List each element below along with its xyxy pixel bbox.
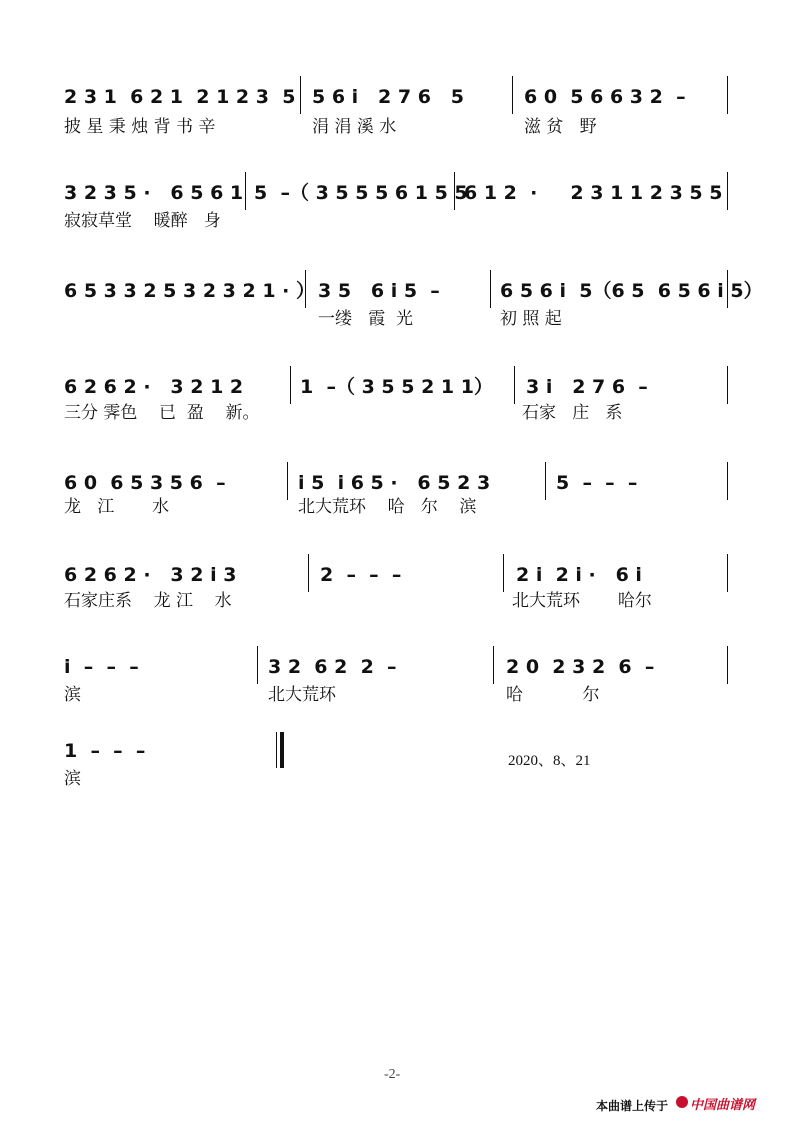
barline: [727, 366, 728, 404]
lyrics-measure-7-1: 滨: [64, 685, 81, 705]
barline: [727, 76, 728, 114]
barline: [287, 462, 288, 500]
notes-measure-5-3: 5 – – –: [556, 472, 638, 494]
notes-measure-7-2: 3 2 6 2 2 –: [268, 656, 397, 678]
notes-measure-3-2: 3 5 6 i 5 –: [318, 280, 440, 302]
score-system-8: [0, 740, 793, 810]
notes-measure-6-2: 2 – – –: [320, 564, 402, 586]
notes-measure-2-2: 5 –（ 3 5 5 5 6 1 5 5: [254, 182, 468, 204]
barline: [290, 366, 291, 404]
site-logo: 中国曲谱网: [690, 1098, 756, 1113]
notes-measure-1-2: 5 6 i 2 7 6 5: [312, 86, 464, 108]
notes-measure-1-1: 2 3 1 6 2 1 2 1 2 3 5: [64, 86, 296, 108]
barline: [727, 270, 728, 308]
barline: [245, 172, 246, 210]
upload-credit: 本曲谱上传于: [596, 1099, 669, 1113]
barline: [300, 76, 301, 114]
notes-measure-5-2: i 5 i 6 5 · 6 5 2 3: [298, 472, 491, 494]
lyrics-measure-7-3: 哈 尔: [506, 685, 600, 705]
score-system-3: [0, 276, 793, 346]
score-system-6: [0, 564, 793, 634]
lyrics-measure-3-3: 初 照 起: [500, 309, 562, 329]
lyrics-measure-4-3: 石家 庄 系: [522, 403, 623, 423]
score-system-5: [0, 468, 793, 538]
barline: [512, 76, 513, 114]
barline: [493, 646, 494, 684]
lyrics-measure-2-1: 寂寂草堂 暖醉 身: [64, 211, 221, 231]
notes-measure-3-3: 6 5 6 i 5（6 5 6 5 6 i 5）: [500, 280, 763, 302]
barline: [490, 270, 491, 308]
barline: [257, 646, 258, 684]
lyrics-measure-6-3: 北大荒环 哈尔: [512, 591, 652, 611]
lyrics-measure-8-1: 滨: [64, 769, 81, 789]
site-logo-icon: [676, 1096, 688, 1108]
score-system-7: [0, 656, 793, 726]
barline: [727, 462, 728, 500]
final-barline-thin: [276, 732, 277, 768]
barline: [514, 366, 515, 404]
barline: [503, 554, 504, 592]
composition-date: 2020、8、21: [508, 753, 591, 769]
notes-measure-5-1: 6 0 6 5 3 5 6 –: [64, 472, 226, 494]
score-system-2: [0, 178, 793, 248]
final-barline-thick: [280, 732, 284, 768]
lyrics-measure-1-1: 披 星 秉 烛 背 书 辛: [64, 117, 216, 137]
score-system-1: [0, 82, 793, 152]
lyrics-measure-4-1: 三分 霁色 已 盈 新。: [64, 403, 260, 423]
barline: [545, 462, 546, 500]
barline: [454, 172, 455, 210]
page-number: -2-: [384, 1067, 401, 1082]
barline: [305, 270, 306, 308]
lyrics-measure-1-2: 涓 涓 溪 水: [312, 117, 397, 137]
notes-measure-7-3: 2 0 2 3 2 6 –: [506, 656, 655, 678]
notes-measure-6-3: 2 i 2 i · 6 i: [516, 564, 642, 586]
notes-measure-1-3: 6 0 5 6 6 3 2 –: [524, 86, 686, 108]
notes-measure-4-1: 6 2 6 2 · 3 2 1 2: [64, 376, 244, 398]
lyrics-measure-3-2: 一缕 霞 光: [318, 309, 414, 329]
notes-measure-8-1: 1 – – –: [64, 740, 146, 762]
lyrics-measure-7-2: 北大荒环: [268, 685, 336, 705]
notes-measure-2-1: 3 2 3 5 · 6 5 6 1: [64, 182, 244, 204]
lyrics-measure-5-1: 龙 江 水: [64, 497, 170, 517]
barline: [727, 646, 728, 684]
lyrics-measure-6-1: 石家庄系 龙 江 水: [64, 591, 232, 611]
barline: [308, 554, 309, 592]
lyrics-measure-1-3: 滋 贫 野: [524, 117, 597, 137]
notes-measure-7-1: i – – –: [64, 656, 139, 678]
barline: [727, 554, 728, 592]
notes-measure-6-1: 6 2 6 2 · 3 2 i 3: [64, 564, 237, 586]
lyrics-measure-5-2: 北大荒环 哈 尔 滨: [298, 497, 477, 517]
notes-measure-4-2: 1 –（ 3 5 5 2 1 1）: [300, 376, 493, 398]
notes-measure-3-1: 6 5 3 3 2 5 3 2 3 2 1 · ）: [64, 280, 316, 302]
score-system-4: [0, 372, 793, 442]
barline: [727, 172, 728, 210]
notes-measure-2-3: 6 1 2 · 2 3 1 1 2 3 5 5: [464, 182, 723, 204]
notes-measure-4-3: 3 i 2 7 6 –: [526, 376, 648, 398]
